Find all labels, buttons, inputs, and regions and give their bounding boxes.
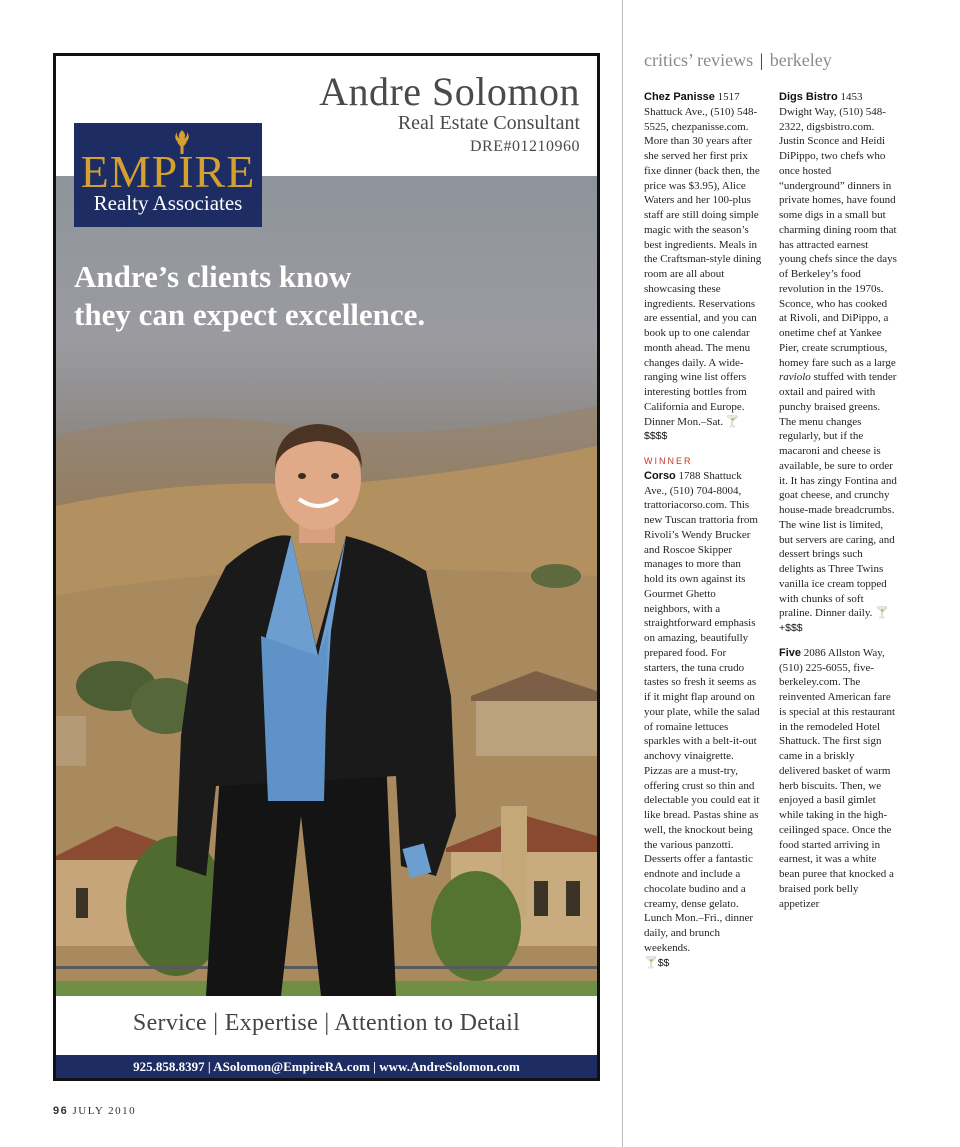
section-separator: | [759, 50, 764, 70]
review-body: 2086 Allston Way, (510) 225-6055, five-berkeley.com. The reinvented American fare is special at this restaurant in the remodeled Hotel Shattuck. The first sign came in a briskly delivered basket of warm herb biscuits. Then, we enjoyed a basil gimlet while taking in the high-ceilinged space. Once the food started arriving in earnest, it was a white bean puree that knocked a braised pork belly appetizer [779, 646, 896, 910]
agent-license-number: DRE#01210960 [470, 138, 580, 155]
ad-tagline: Service | Expertise | Attention to Detail [132, 1010, 521, 1036]
reviews-column-1 [644, 90, 762, 980]
wine-glass-icon: 🍸 [644, 956, 658, 969]
restaurant-name: Chez Panisse [644, 91, 715, 103]
real-estate-advertisement [53, 53, 600, 1081]
agent-role: Real Estate Consultant [397, 112, 580, 134]
review-body-cont: stuffed with tender oxtail and paired with punchy braised greens. The menu changes regularly, but if the macaroni and cheese is available, be sure to order it. It has zingy Fontina and goat cheese, and crunchy house-made breadcrumbs. The wine list is limited, but servers are caring, and dessert brings such delights as Three Twins vanilla ice cream topped with chunks of soft praline. Dinner daily. [779, 371, 897, 620]
logo-brand: EMPIRE [80, 146, 256, 197]
section-city: berkeley [769, 50, 832, 70]
review-emphasis: raviolo [779, 371, 811, 384]
review-body: 1517 Shattuck Ave., (510) 548-5525, chezpanisse.com. More than 30 years after she served her first prix fixe dinner (back then, the price was $3.95), Alice Waters and her 100-plus staff are still doing simple magic with the season’s best ingredients. Meals in the Craftsman-style dining room are all about showcasing these ingredients. Reservations are essential, and you can book up to one calendar month ahead. The menu changes daily. A wide-ranging wine list offers interesting bottles from California and Europe. Dinner Mon.–Sat. [644, 91, 762, 428]
price-rating: $$$$ [644, 430, 668, 443]
reviews-column-2 [779, 90, 897, 921]
review-body: 1788 Shattuck Ave., (510) 704-8004, trattoriacorso.com. This new Tuscan trattoria from Rivoli’s Wendy Brucker and Roscoe Skipper manages to more than hold its own against its Gourmet Ghetto neighbors, with a straightforward emphasis on amazing, beautifully prepared food. For starters, the tuna crudo tastes so fresh it seems as if it might flap around on your plate, while the salad of romaine lettuces sparkles with a belt-it-out anchovy vinaigrette. Pizzas are a must-try, offering crust so thin and delectable you could eat it like bread. Pastas shine as well, the knockout being the various panzotti. Desserts offer a fantastic endnote and include a chocolate budino and a creamy, dense gelato. Lunch Mon.–Fri., dinner daily, and brunch weekends. [644, 469, 760, 954]
headline-line-2: they can expect excellence. [74, 297, 426, 332]
wine-glass-icon: 🍸 [725, 415, 740, 428]
restaurant-name: Corso [644, 469, 676, 482]
empire-realty-logo [74, 123, 262, 227]
price-rating: $$ [657, 956, 670, 969]
page-folio [53, 1105, 136, 1117]
wine-glass-icon: 🍸 [875, 607, 889, 620]
restaurant-name: Five [779, 646, 802, 659]
ad-headline [74, 258, 554, 334]
restaurant-name: Digs Bistro [779, 91, 838, 103]
review-body: 1453 Dwight Way, (510) 548-2322, digsbistro.com. Justin Sconce and Heidi DiPippo, two chefs who once hosted “underground” dinners in private homes, have found some digs in a small but charming dining room that has attracted earnest young chefs since the days of Berkeley’s food revolution in the 1970s. Sconce, who has cooked at Rivoli, and DiPippo, a onetime chef at Yankee Pier, create scrumptious, homey fare such as a large [779, 91, 897, 369]
issue-date: JULY 2010 [72, 1105, 137, 1117]
price-rating: +$$$ [779, 622, 803, 634]
column-divider [622, 0, 623, 1147]
contact-bar[interactable]: 925.858.8397 | ASolomon@EmpireRA.com | www.AndreSolomon.com [56, 1055, 597, 1078]
review-five [779, 646, 897, 912]
section-title: critics’ reviews [644, 50, 754, 70]
section-heading [644, 50, 832, 71]
page-number: 96 [53, 1105, 69, 1117]
review-chez-panisse [644, 90, 762, 444]
headline-line-1: Andre’s clients know [74, 259, 352, 294]
review-corso [644, 454, 762, 970]
agent-name: Andre Solomon [319, 69, 580, 114]
review-digs-bistro [779, 90, 897, 636]
logo-subtitle: Realty Associates [93, 191, 243, 215]
winner-badge: WINNER [644, 456, 693, 466]
